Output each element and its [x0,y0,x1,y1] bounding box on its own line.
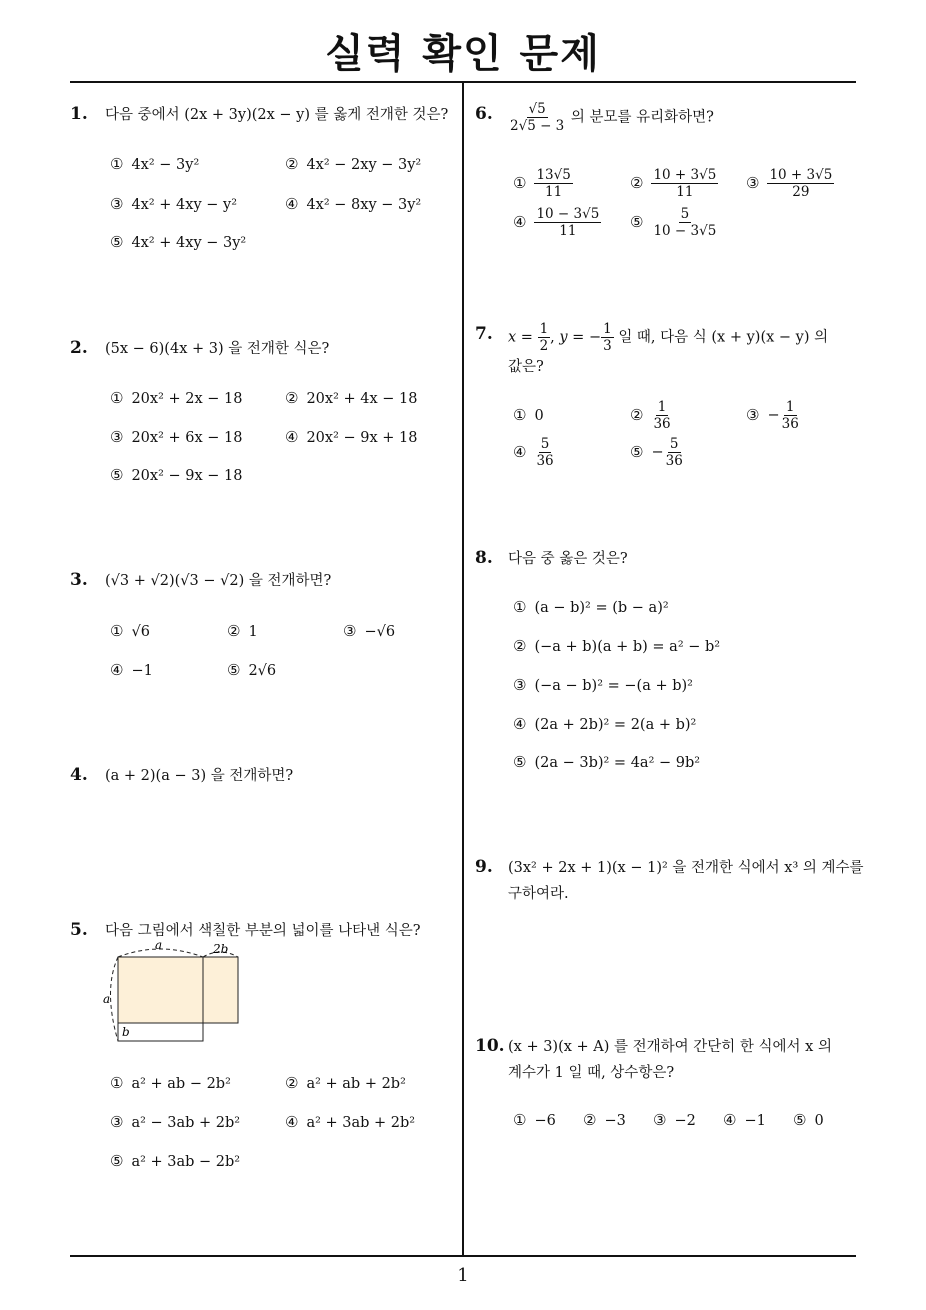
question-text: (3x² + 2x + 1)(x − 1)² 을 전개한 식에서 x³ 의 계수를 [508,860,864,876]
question-number: 1. [70,104,88,124]
option-5[interactable]: ⑤ a² + 3ab − 2b² [110,1152,241,1170]
question-number: 3. [70,570,88,590]
option-4[interactable]: ④ $\frac{5}{36}$ [513,436,554,470]
label-a-top: a [155,938,163,952]
option-1[interactable]: ① 0 [513,406,544,424]
question-text: (√3 + √2)(√3 − √2) 을 전개하면? [105,573,332,589]
option-1[interactable]: ① −6 [513,1111,556,1129]
question-number: 5. [70,920,88,940]
question-number: 2. [70,338,88,358]
question-text: x = $\frac{1}{2}$ , y = − $\frac{1}{3}$ 일 때, 다음 식 (x + y)(x − y) 의 [508,321,829,355]
option-4[interactable]: ④ (2a + 2b)² = 2(a + b)² [513,715,697,733]
question-text: 다음 중에서 (2x + 3y)(2x − y) 를 옳게 전개한 것은? [105,107,449,123]
bottom-rule [70,1255,856,1257]
option-2[interactable]: ② 1 [227,622,258,640]
option-5[interactable]: ⑤ 2√6 [227,661,277,679]
question-text-line2: 계수가 1 일 때, 상수항은? [508,1065,675,1081]
option-3[interactable]: ③ (−a − b)² = −(a + b)² [513,676,693,694]
option-1[interactable]: ① (a − b)² = (b − a)² [513,598,669,616]
option-1[interactable]: ① a² + ab − 2b² [110,1074,231,1092]
option-2[interactable]: ② a² + ab + 2b² [285,1074,406,1092]
option-1[interactable]: ① 20x² + 2x − 18 [110,389,243,407]
question-text: $\frac{√5}{2√5 - 3}$ 의 분모를 유리화하면? [510,101,714,135]
option-4[interactable]: ④ −1 [110,661,153,679]
option-3[interactable]: ③ − $\frac{1}{36}$ [746,399,799,433]
option-2[interactable]: ② (−a + b)(a + b) = a² − b² [513,637,721,655]
option-3[interactable]: ③ −√6 [343,622,396,640]
question-text: (x + 3)(x + A) 를 전개하여 간단히 한 식에서 x 의 [508,1039,832,1055]
option-2[interactable]: ② −3 [583,1111,626,1129]
option-2[interactable]: ② $\frac{1}{36}$ [630,399,671,433]
question-text: (5x − 6)(4x + 3) 을 전개한 식은? [105,341,330,357]
option-2[interactable]: ② 20x² + 4x − 18 [285,389,418,407]
label-b: b [122,1025,130,1039]
option-4[interactable]: ④ −1 [723,1111,766,1129]
option-4[interactable]: ④ 4x² − 8xy − 3y² [285,195,422,213]
option-5[interactable]: ⑤ 20x² − 9x − 18 [110,466,243,484]
question-number: 6. [475,104,493,124]
label-2b: 2b [213,942,229,956]
option-3[interactable]: ③ 20x² + 6x − 18 [110,428,243,446]
question-number: 9. [475,857,493,877]
option-4[interactable]: ④ 20x² − 9x + 18 [285,428,418,446]
question-text: 다음 그림에서 색칠한 부분의 넓이를 나타낸 식은? [105,923,421,939]
option-5[interactable]: ⑤ (2a − 3b)² = 4a² − 9b² [513,753,701,771]
question-number: 4. [70,765,88,785]
option-5[interactable]: ⑤ $\frac{5}{10 - 3√5}$ [630,206,717,240]
option-4[interactable]: ④ $\frac{10 - 3√5}{11}$ [513,206,600,240]
option-3[interactable]: ③ −2 [653,1111,696,1129]
option-1[interactable]: ① $\frac{13√5}{11}$ [513,167,571,201]
option-3[interactable]: ③ $\frac{10 + 3√5}{29}$ [746,167,833,201]
option-4[interactable]: ④ a² + 3ab + 2b² [285,1113,416,1131]
option-1[interactable]: ① √6 [110,622,150,640]
question-text: 다음 중 옳은 것은? [508,551,628,567]
option-2[interactable]: ② 4x² − 2xy − 3y² [285,155,422,173]
area-figure [95,935,255,1050]
option-3[interactable]: ③ 4x² + 4xy − y² [110,195,238,213]
question-text: (a + 2)(a − 3) 을 전개하면? [105,768,294,784]
option-3[interactable]: ③ a² − 3ab + 2b² [110,1113,241,1131]
option-1[interactable]: ① 4x² − 3y² [110,155,200,173]
option-5[interactable]: ⑤ 4x² + 4xy − 3y² [110,233,247,251]
label-a-left: a [103,992,111,1006]
option-2[interactable]: ② $\frac{10 + 3√5}{11}$ [630,167,717,201]
question-text-line2: 구하여라. [508,886,569,902]
question-number: 8. [475,548,493,568]
option-5[interactable]: ⑤ − $\frac{5}{36}$ [630,436,683,470]
column-divider [462,82,464,1257]
option-5[interactable]: ⑤ 0 [793,1111,824,1129]
question-text-line2: 값은? [508,359,544,375]
page-title: 실력 확인 문제 [325,31,601,77]
question-number: 7. [475,324,493,344]
page-number: 1 [457,1265,469,1286]
question-number: 10. [475,1036,505,1056]
